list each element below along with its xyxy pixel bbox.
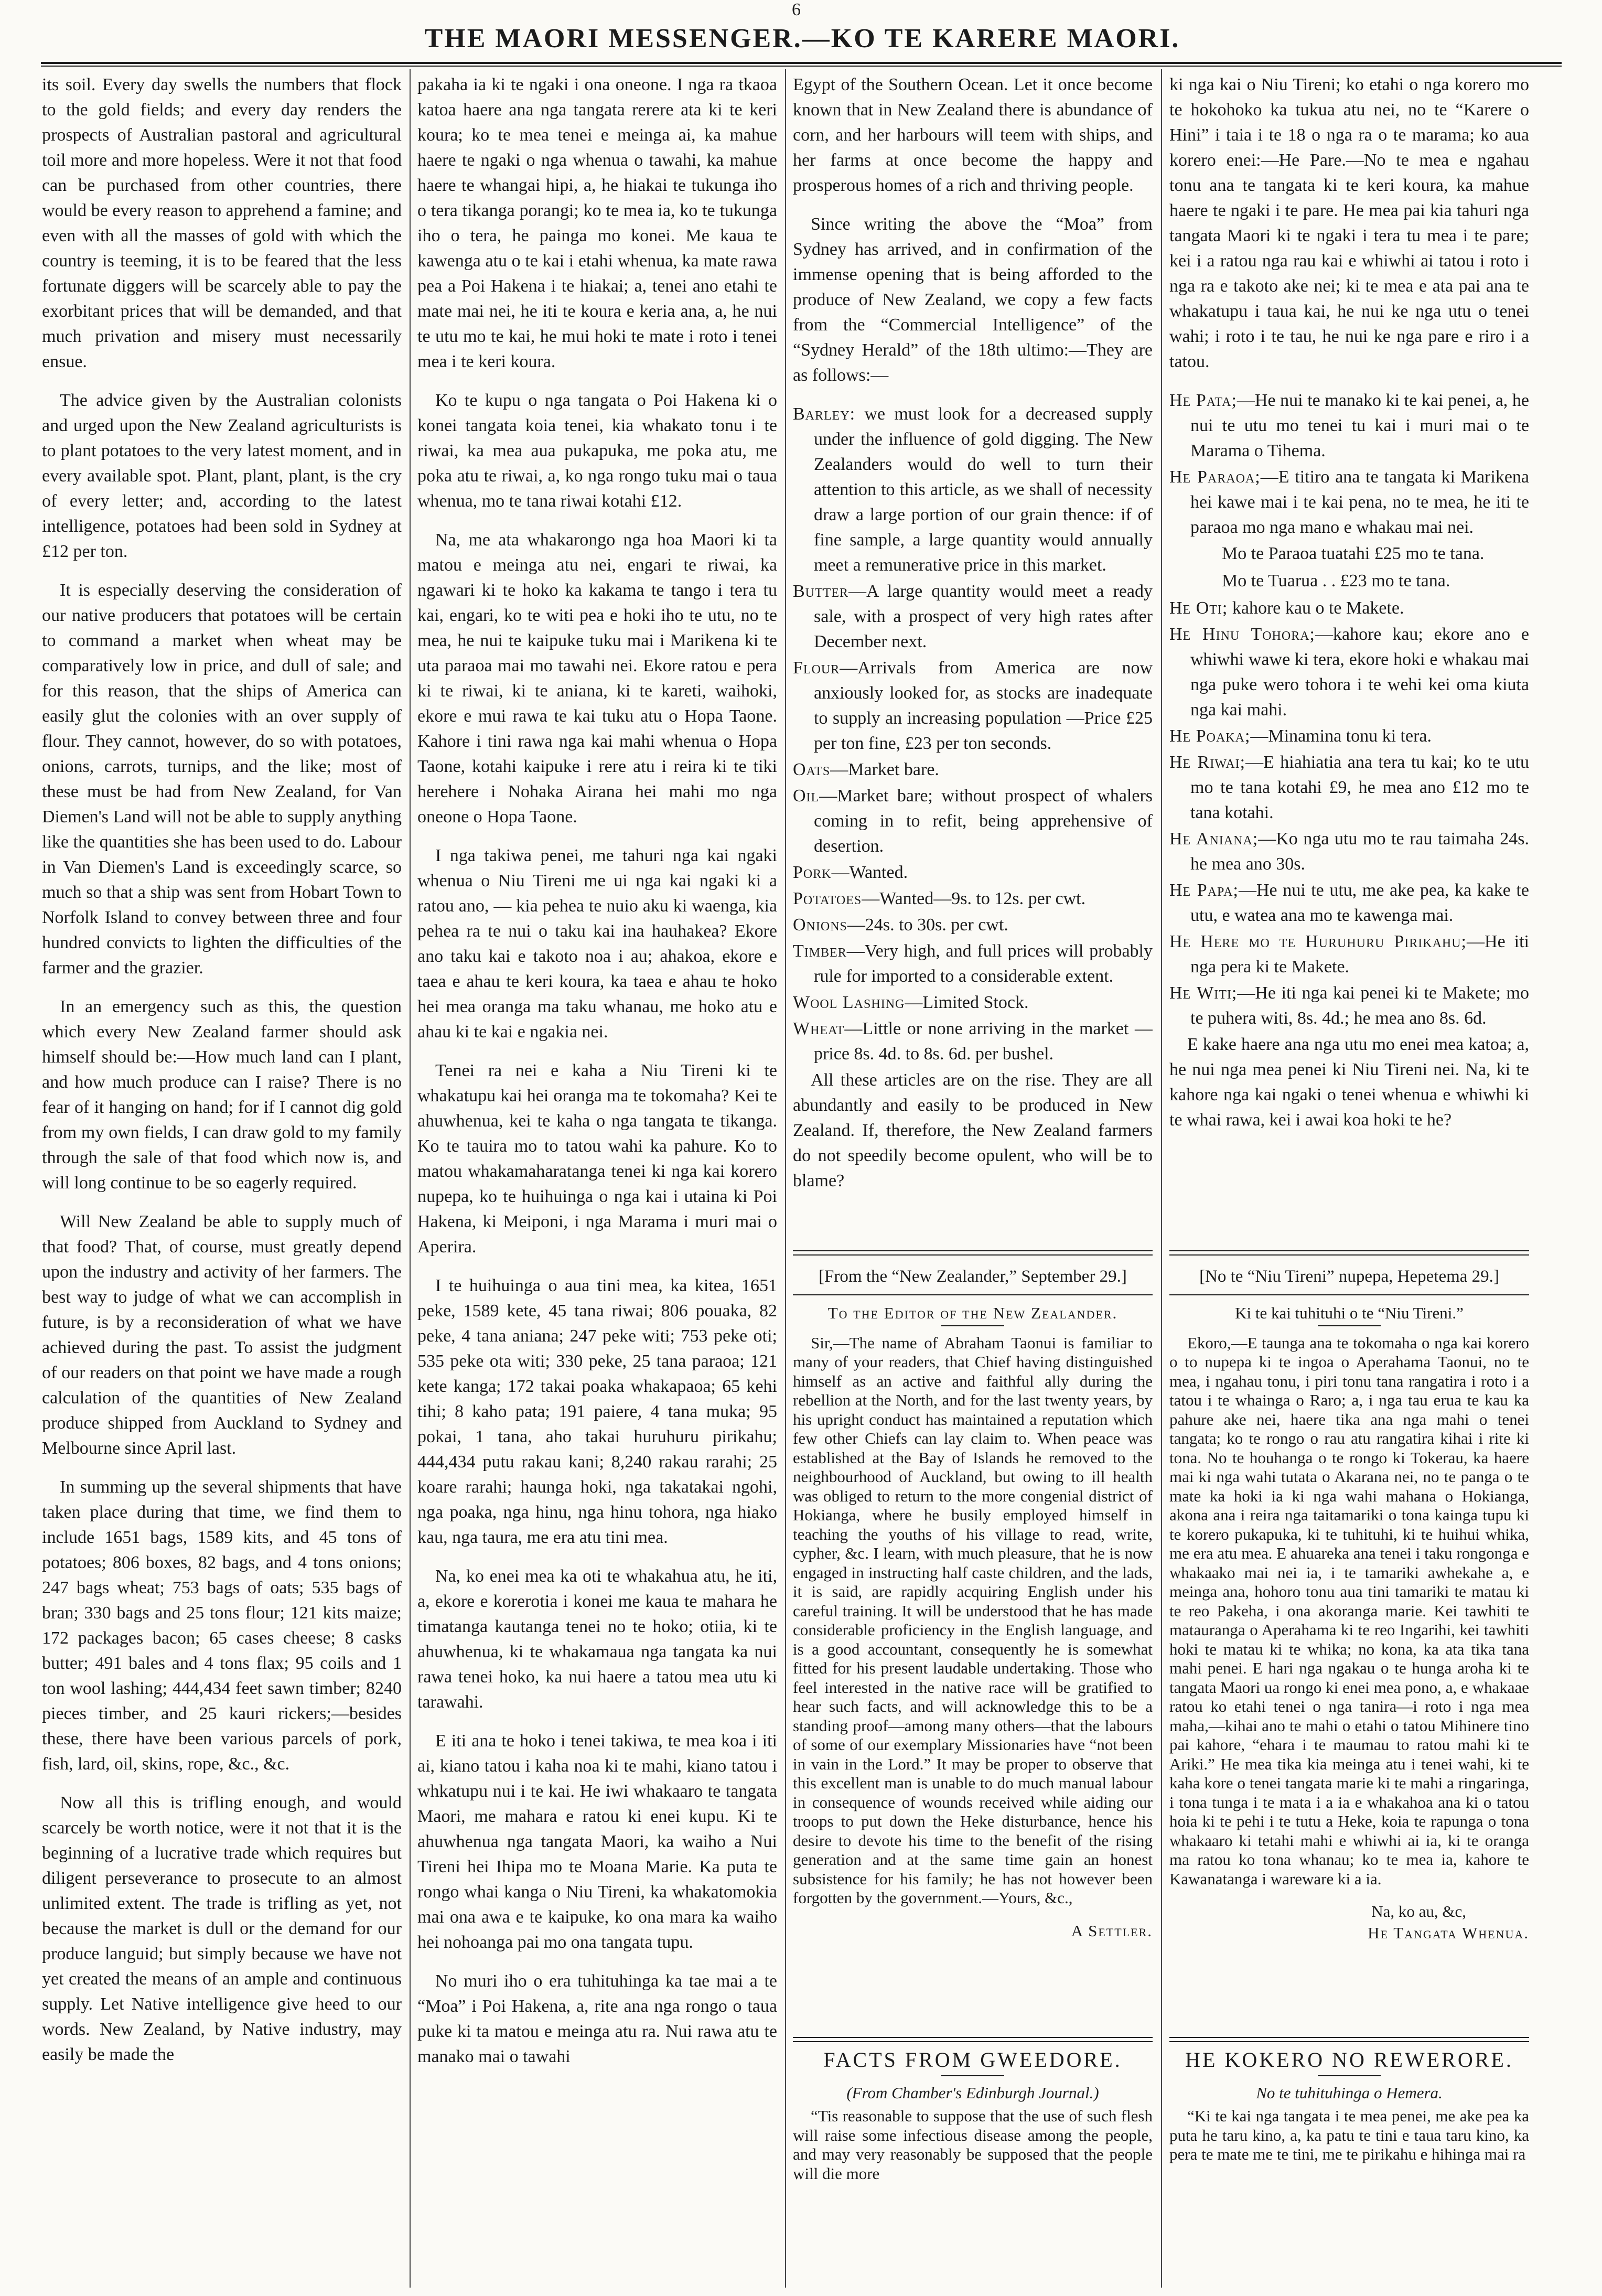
market-item-text: —Limited Stock. — [905, 993, 1029, 1012]
column-english-commercial — [793, 72, 1153, 2197]
market-item-text: —Market bare; without prospect of whalers coming in to refit, being apprehensive of desertion. — [814, 786, 1153, 856]
maori-market-item — [1169, 750, 1529, 825]
market-item-label: Pork — [793, 863, 832, 882]
market-item — [793, 886, 1153, 911]
paragraph: In summing up the several shipments that have taken place during that time, we find them to include 1651 bags, 1589 kits, and 45 tons of potatoes; 806 boxes, 82 bags, and 4 tons onions; 247 bags wheat; 753 bags of oats; 535 bags of bran; 330 bags and 25 tons flour; 121 kits maize; 172 packages bacon; 65 cases cheese; 8 casks butter; 491 bales and 4 tons flax; 95 coils and 1 ton wool lashing; 444,434 feet sawn timber; 8240 pieces timber, and 25 kauri rickers;—besides these, there have been various parcels of pork, fish, lard, oil, skins, rope, &c., &c. — [42, 1477, 402, 1774]
maori-market-item-text: —Ko nga utu mo te rau taimaha 24s. he mea ano 30s. — [1190, 829, 1529, 874]
maori-market-item-label: He Paraoa; — [1169, 467, 1261, 487]
flour-prices — [1169, 541, 1529, 594]
maori-market-item-label: He Aniana; — [1169, 829, 1259, 849]
market-item-text: —Wanted. — [831, 863, 908, 882]
facts-section — [793, 2048, 1153, 2183]
paragraph: Since writing the above the “Moa” from Sydney has arrived, and in confirmation of the immense opening that is being afforded to the produce of New Zealand, we copy a few facts from the “Commercial Intelligence” of the “Sydney Herald” of the 18th ultimo:—They are as follows:— — [793, 214, 1153, 385]
letter-closing: Na, ko au, &c, — [1371, 1902, 1466, 1921]
market-item — [793, 939, 1153, 989]
letter-section — [793, 1304, 1153, 2033]
section-rule — [1169, 2037, 1529, 2042]
market-item — [793, 579, 1153, 655]
section-rule — [1169, 1294, 1529, 1295]
column-divider — [785, 69, 786, 2288]
maori-market-item-text: —He iti nga pera ki te Makete. — [1190, 932, 1529, 977]
maori-market-item-text: —kahore kau; ekore ano e whiwhi wawe ki tera, ekore hoki e whakau mai nga puke wero tohora i te wehi kei oma kiuta nga kai mahi. — [1190, 625, 1529, 720]
maori-market-item — [1169, 622, 1529, 723]
market-item-label: Barley: — [793, 404, 856, 424]
short-rule — [1318, 1325, 1381, 1326]
paragraph: “Tis reasonable to suppose that the use of such flesh will raise some infectious disease among the people, and may very reasonably be supposed that the people will die more — [793, 2107, 1153, 2183]
maori-market-item-text: —Minamina tonu ki tera. — [1250, 726, 1432, 746]
source-heading: [From the “New Zealander,” September 29.] — [819, 1267, 1127, 1286]
market-item-text: —Very high, and full prices will probably rule for imported to a considerable extent. — [814, 941, 1153, 986]
maori-market-item — [1169, 981, 1529, 1031]
maori-market-item-label: He Papa; — [1169, 881, 1239, 900]
paragraph: Tenei ra nei e kaha a Niu Tireni ki te whakatupu kai hei oranga ma te tokomaha? Kei te ahuwhenua, kei te kaha o nga tangata te tikanga. Ko te tauira mo to tatou wahi ka pahure. Ko to matou whakamaharatanga tenei ki nga kai korero nupepa, ko te huihuinga o nga kai i utaina ki Poi Hakena, ki Meiponi, i nga Marama i muri mai o Aperira. — [417, 1061, 777, 1257]
maori-market-item — [1169, 388, 1529, 464]
market-item — [793, 1016, 1153, 1067]
paragraph: ki nga kai o Niu Tireni; ko etahi o nga korero mo te hokohoko ka tukua atu nei, no te “Karere o Hini” i taia i te 18 o nga ra o te marama; ko aua korero enei:—He Pare.—No te mea e ngahau tonu ana te tangata ki te keri koura, ka mahue haere te ngaki i te pare. He mea pai kia tahuri nga tangata Maori ki te ngaki i tera tu mea i te pare; kei i a ratou nga rau kai e whiwhi ai tatou i roto i nga ra e takoto ake nei; ki te mea e ata pai ana te whakatupu i taua kai, he nui ke nga utu o tenei wahi; i roto i te tau, he nui ke nga pare e riro i a tatou. — [1169, 75, 1529, 371]
market-item — [793, 656, 1153, 756]
letter-address: To the Editor of the New Zealander. — [827, 1304, 1118, 1322]
maori-market-item — [1169, 465, 1529, 540]
market-item-text: —Little or none arriving in the market —price 8s. 4d. to 8s. 6d. per bushel. — [814, 1019, 1153, 1064]
market-item-label: Oats — [793, 760, 831, 779]
column-divider — [1161, 69, 1162, 2288]
maori-market-item-label: He Riwai; — [1169, 753, 1246, 772]
paragraph: pakaha ia ki te ngaki i ona oneone. I nga ra tkaoa katoa haere ana nga tangata rerere ata ki te keri koura; ko te mea tenei e meinga ai, ka mahue haere te ngaki o nga whenua o tawahi, ka mahue haere te whangai hipi, a, he hiakai te tukunga iho o tera tikanga porangi; ko te mea ia, ko te tukunga iho o tera, he painga mo konei. Me kaua te kawenga atu o te kai i etahi whenua, ka mate rawa pea a Poi Hakena i te hiakai; a, tenei ano etahi te mate mai nei, he iti te koura e keria ana, a, he nui te utu mo te kai, he mui hoki te mate i roto i tenei mea i te keri koura. — [417, 75, 777, 371]
maori-market-item-text: —He nui te utu, me ake pea, ka kake te utu, e watea ana mo te kawenga mai. — [1190, 881, 1529, 925]
maori-market-entries — [1169, 388, 1529, 540]
source-heading: [No te “Niu Tireni” nupepa, Hepetema 29.] — [1199, 1267, 1499, 1286]
section-rule — [1169, 1250, 1529, 1256]
maori-letter-section — [1169, 1304, 1529, 2033]
maori-market-item — [1169, 596, 1529, 621]
paragraph: All these articles are on the rise. They are all abundantly and easily to be produced in New Zealand. If, therefore, the New Zealand farmers do not speedily become opulent, who will be to blame? — [793, 1070, 1153, 1190]
short-rule — [941, 1325, 1004, 1326]
market-item-label: Flour — [793, 658, 840, 678]
market-item-text: —A large quantity would meet a ready sale, with a prospect of very high rates after December next. — [814, 582, 1153, 651]
market-item — [793, 990, 1153, 1015]
maori-market-item-text: —E hiahiatia ana tera tu kai; ko te utu mo te tana kotahi £9, he mea ano £12 mo te tana kotahi. — [1190, 753, 1529, 822]
masthead-rule — [41, 62, 1562, 64]
page-number: 6 — [792, 0, 801, 19]
paragraph: The advice given by the Australian colonists and urged upon the New Zealand agriculturists is to plant potatoes to the very latest moment, and in every available spot. Plant, plant, plant, is the cry of every letter; and, according to the latest intelligence, potatoes had been sold in Sydney at £12 per ton. — [42, 391, 402, 561]
market-item-label: Timber — [793, 941, 847, 961]
paragraph: I te huihuinga o aua tini mea, ka kitea, 1651 peke, 1589 kete, 45 tana riwai; 806 pouaka, 82 peke, 4 tana aniana; 247 peke witi; 753 peke oti; 535 peke ota witi; 330 peke, 25 tana paraoa; 121 kete kanga; 172 takai poaka whakapaoa; 65 kehi tihi; 8 kaho pata; 191 paiere, 4 tana muka; 95 pokai, 1 tana, aho takai huruhuru pirikahu; 444,434 putu rakau kani; 8,240 rakau rarahi; 25 koare rarahi; haunga hoki, nga takatakai ngohi, nga poaka, nga hinu, nga hinu tohora, nga hiako kau, nga taura, me era atu tini mea. — [417, 1276, 777, 1547]
maori-market-item-label: He Witi; — [1169, 983, 1238, 1003]
market-item-text: —Wanted—9s. to 12s. per cwt. — [862, 889, 1086, 908]
market-item-text: —Market bare. — [830, 760, 939, 779]
market-item-text: —Arrivals from America are now anxiously looked for, as stocks are inadequate to supply an increasing population —Price £25 per ton fine, £23 per ton seconds. — [814, 658, 1153, 753]
market-item-text: —24s. to 30s. per cwt. — [847, 915, 1008, 935]
paragraph: Will New Zealand be able to supply much of that food? That, of course, must greatly depend upon the industry and activity of her farmers. The best way to judge of what we can accomplish in future, is by a reconsideration of what we have achieved during the past. To assist the judgment of our readers on that point we have made a rough calculation of the quantities of New Zealand produce shipped from Auckland to Sydney and Melbourne since April last. — [42, 1212, 402, 1458]
short-rule — [941, 2075, 1004, 2076]
maori-market-item — [1169, 724, 1529, 749]
section-headline: FACTS FROM GWEEDORE. — [823, 2048, 1122, 2072]
maori-market-item-text: —He nui te manako ki te kai penei, a, he nui te utu mo tenei tu kai i muri mai o te Marama o Tihema. — [1190, 391, 1529, 460]
paragraph: I nga takiwa penei, me tahuri nga kai ngaki whenua o Niu Tireni me ui nga kai ngaki ki a ratou ano, — kia pehea te nuio aku ki waenga, kia pehea ra te nui o taku kai ina hauhakea? Ekore ano taku kai e takoto noa i au; ahakoa, ekore e taea e ahau te keri koura, ka taea e ahau te hoko hei mea oranga ma taku whanau, me hoko atu e ahau ki te kai e ngakia nei. — [417, 846, 777, 1042]
price-line: Mo te Paraoa tuatahi £25 mo te tana. — [1222, 544, 1485, 563]
maori-market-entries — [1169, 596, 1529, 1031]
paragraph: Na, ko enei mea ka oti te whakahua atu, he iti, a, ekore e korerotia i konei me kaua te mahara he timatanga kautanga tenei no te hoko; otiia, ki te ahuwhenua, ki te whakamaua nga tangata ka nui rawa tenei hoko, ka nui haere a tatou mea utu ki tarawahi. — [417, 1567, 777, 1712]
paragraph: “Ki te kai nga tangata i te mea penei, me ake pea ka puta he taru kino, a, ka patu te tini e taua taru kino, ka pera te mate me te tini, me te pirikahu e hihinga mai ra — [1169, 2107, 1529, 2163]
section-subheading: No te tuhituhinga o Hemera. — [1256, 2083, 1443, 2102]
maori-market-item-label: He Poaka; — [1169, 726, 1251, 746]
section-rule — [793, 1294, 1153, 1295]
market-item-label: Oil — [793, 786, 820, 806]
market-item — [793, 860, 1153, 885]
market-item — [793, 913, 1153, 938]
price-line: Mo te Tuarua . . £23 mo te tana. — [1222, 571, 1450, 591]
maori-market-item — [1169, 929, 1529, 980]
market-report — [793, 402, 1153, 1067]
paragraph: Egypt of the Southern Ocean. Let it once become known that in New Zealand there is abundance of corn, and her harbours will teem with ships, and her farms at once become the happy and prosperous homes of a rich and thriving people. — [793, 75, 1153, 195]
maori-market-item-label: He Here mo te Huruhuru Pirikahu; — [1169, 932, 1467, 951]
paragraph: In an emergency such as this, the question which every New Zealand farmer should ask himself should be:—How much land can I plant, and how much produce can I raise? There is no fear of it hanging on hand; for if I cannot dig gold from my own fields, I can draw gold to my family through the sale of that food which now is, and will long continue to be so eagerly required. — [42, 997, 402, 1193]
section-headline: HE KOKERO NO REWERORE. — [1185, 2048, 1513, 2072]
paragraph: Ko te kupu o nga tangata o Poi Hakena ki o konei tangata koia tenei, kia whakato tonu i te riwai, ka mea aua pukapuka, me poka atu, me poka atu te riwai, a, ko nga rongo tuku mai o taua whenua, mo te tana riwai kotahi £12. — [417, 391, 777, 511]
letter-body: Ekoro,—E taunga ana te tokomaha o nga kai korero o to nupepa ki te ingoa o Aperahama Taonui, no te mea, i ngahau tonu, i piri tonu tana rangatira i roto i a tatou i te whainga o Raro; a, i nga tau erua te kau ka pahure ake nei, haere tika ana nga mahi o tenei tangata; ko te rongo o rau atu rangatira kihai i rite ki tona. No te houhanga o te rongo ki Tokerau, ka haere mai ki nga wahi tutata o Akarana nei, no te panga o te mate ka hoki ia ki nga wahi mahana o Hokianga, akona ana i reira nga taitamariki o tona kainga tupu ki te korero pukapuka, ki te tuhituhi, ki te huihui whika, me era atu mea. E ahuareka ana tenei i taku rongonga e whakaako mai nei ia, i te tamariki awhekahe a, e meinga ana, hohoro tonu aua tini tamariki te matau ki te reo Pakeha, i ona akoranga marie. Kei tawhiti te matauranga o Aperahama ki te reo Ingarihi, kei tawhiti hoki te matau ki te whika; no kona, ka ata tika tana mahi penei. E hari nga ngakau o te hunga aroha ki te tangata Maori ua rongo ki enei mea pono, a, e whakaae ratou ko etahi tenei o nga tanira—i roto i nga mea maha,—kihai ano te mahi o etahi o tatou Mihinere tino pai kahore, “ehara i te maumau to ratou mahi ki te Ariki.” He mea tika kia meinga atu i tenei wahi, ki te kaha kore o tenei tangata marie ki te mahi a ringaringa, i tona tunga i te mata i a ia e whakahoa ana ki o tatou hoia ki te pehi i te tutu a Heke, koia te rapunga o tona whakaaro ki tetahi mahi e whiwhi ai ia, ki te oranga ma ratou ko tona whanau; ko te mea ia, kahore te Kawanatanga i wareware ki a ia. — [1169, 1333, 1529, 1888]
maori-market-item-label: He Hinu Tohora; — [1169, 625, 1315, 644]
market-section — [793, 72, 1153, 1246]
section-rule — [793, 2037, 1153, 2042]
maori-market-item-label: He Oti; — [1169, 598, 1228, 618]
section-rule — [793, 1250, 1153, 1256]
paragraph: No muri iho o era tuhituhinga ka tae mai a te “Moa” i Poi Hakena, a, rite ana nga rongo o taua puke ki ta matou e meinga atu ra. Nui rawa atu te manako mai o tawahi — [417, 1971, 777, 2066]
paragraph: E kake haere ana nga utu mo enei mea katoa; a, he nui nga mea penei ki Niu Tireni nei. Na, ki te kahore nga kai ngaki o tenei whenua e whiwhi ki te whai rawa, kei i awai koa hoki te he? — [1169, 1035, 1529, 1130]
letter-signature: He Tangata Whenua. — [1368, 1923, 1529, 1942]
paragraph: its soil. Every day swells the numbers that flock to the gold fields; and every day renders the prospects of Australian pastoral and agricultural toil more and more hopeless. Were it not that food can be purchased from other countries, there would be every reason to apprehend a famine; and even with all the masses of gold with which the country is teeming, it is to be feared that the less fortunate diggers will be scarcely able to pay the exorbitant prices that will be demanded, and that much privation and misery must necessarily ensue. — [42, 75, 402, 371]
paragraph: It is especially deserving the consideration of our native producers that potatoes will be certain to command a market when wheat may be comparatively low in price, and dull of sale; and for this reason, that the ships of America can easily glut the colonies with an over supply of flour. They cannot, however, do so with potatoes, onions, carrots, turnips, and the like; most of these must be had from New Zealand, for Van Diemen's Land will not be able to supply anything like the quantities she has been used to do. Labour in Van Diemen's Land is exceedingly scarce, so much so that a ship was sent from Hobart Town to Norfolk Island to convey between three and four hundred convicts to lighten the difficulties of the farmer and the grazier. — [42, 581, 402, 978]
section-subheading: (From Chamber's Edinburgh Journal.) — [846, 2083, 1099, 2102]
market-item — [793, 784, 1153, 859]
maori-market-item-text: kahore kau o te Makete. — [1228, 598, 1404, 618]
column-maori-commercial — [1169, 72, 1529, 2178]
maori-market-item — [1169, 827, 1529, 877]
paragraph: E iti ana te hoko i tenei takiwa, te mea koa i iti ai, kiano tatou i kaha noa ki te mahi, kiano tatou i whkatupu nui i te kai. He iwi whakaaro te tangata Maori, me mahara e ratou ki enei kupu. Ki te ahuwhenua nga tangata Maori, ka waiho a Nui Tireni hei Ihipa mo te Moana Marie. Ka puta te rongo whai kanga o Niu Tireni, ka whakatomokia mai ona awa e te kaipuke, ko ona mara ka waiho hei nohoanga pai mo ona tangata tupu. — [417, 1731, 777, 1952]
letter-signature: A Settler. — [1071, 1921, 1153, 1940]
maori-market-item-label: He Pata; — [1169, 391, 1237, 410]
market-item-label: Wool Lashing — [793, 993, 905, 1012]
maori-market-item-text: —He iti nga kai penei ki te Makete; mo te puhera witi, 8s. 4d.; he mea ano 8s. 6d. — [1190, 983, 1529, 1028]
short-rule — [1318, 2075, 1381, 2076]
market-item-label: Butter — [793, 582, 848, 601]
paragraph: Now all this is trifling enough, and would scarcely be worth notice, were it not that it is the beginning of a lucrative trade which requires but diligent perseverance to prosecute to an almost unlimited extent. The trade is trifling as yet, not because the market is dull or the demand for our produce languid; but simply because we have not yet created the means of an ample and continuous supply. Let Native intelligence give heed to our words. New Zealand, by Native industry, may easily be made the — [42, 1793, 402, 2064]
paragraph: Na, me ata whakarongo nga hoa Maori ki ta matou e meinga atu nei, engari te riwai, ka ngawari ki te hoko ka kakama te tango i tera tu kai, engari, ko te witi pea e hoki iho te utu, no te mea, he nui te kaipuke tuku mai i Marikena ki te uta paraoa mai mo tawahi nei. Ekore ratou e pera ki te riwai, ki te aniana, ki te kareti, waihoki, ekore e mui rawa te kai tuku atu o Hopa Taone. Kahore i tini rawa nga kai mahi whenua o Hopa Taone, kotahi kaipuke i rere atu i reira ki te tiki herehere i Nohaka Airana hei mahi mo nga oneone o Hopa Taone. — [417, 530, 777, 827]
letter-address: Ki te kai tuhituhi o te “Niu Tireni.” — [1235, 1304, 1464, 1322]
maori-market-section — [1169, 72, 1529, 1246]
market-item-label: Potatoes — [793, 889, 862, 908]
rewerore-section — [1169, 2048, 1529, 2164]
market-item-label: Wheat — [793, 1019, 845, 1038]
masthead-rule — [41, 66, 1562, 67]
column-english-editorial — [42, 72, 402, 2290]
masthead: THE MAORI MESSENGER.—KO TE KARERE MAORI. — [424, 24, 1180, 53]
market-item-text: we must look for a decreased supply under the influence of gold digging. The New Zealanders would do well to turn their attention to this article, as we shall of necessity draw a large portion of our grain thence: if of fine sample, a large quantity would annually meet a remunerative price in this market. — [814, 404, 1153, 575]
market-item — [793, 757, 1153, 782]
maori-market-item-text: —E titiro ana te tangata ki Marikena hei kawe mai i te kai pena, no te mea, he iti te paraoa mo nga mano e whakau mai nei. — [1190, 467, 1529, 537]
maori-market-item — [1169, 878, 1529, 928]
letter-body: Sir,—The name of Abraham Taonui is familiar to many of your readers, that Chief having distinguished himself as an active and faithful ally during the rebellion at the North, and for the last twenty years, by his upright conduct has maintained a reputation which few other Chiefs can lay claim to. When peace was established at the Bay of Islands he removed to the neighbourhood of Auckland, but owing to ill health was obliged to return to the more congenial district of Hokianga, where he busily employed himself in teaching the youths of his village to read, write, cypher, &c. I learn, with much pleasure, that he is now engaged in instructing half caste children, and the lads, it is said, are rapidly acquiring English under his careful training. It will be understood that he has made considerable proficiency in the English language, and is a good accountant, consequently he is somewhat fitted for his present laudable undertaking. Those who feel interested in the native race will be gratified to hear such facts, and will acknowledge this to be a standing proof—among many others—that the labours of some of our exemplary Missionaries have “not been in vain in the Lord.” It may be proper to observe that this excellent man is unable to do much manual labour in consequence of wounds received while aiding our troops to put down the Heke disturbance, hence his desire to devote his time to the benefit of the rising generation and at the same time gain an honest subsistence for his family; he has not however been forgotten by the government.—Yours, &c., — [793, 1333, 1153, 1907]
column-maori-editorial — [417, 72, 777, 2290]
market-item — [793, 402, 1153, 578]
column-divider — [410, 69, 411, 2288]
market-item-label: Onions — [793, 915, 847, 935]
